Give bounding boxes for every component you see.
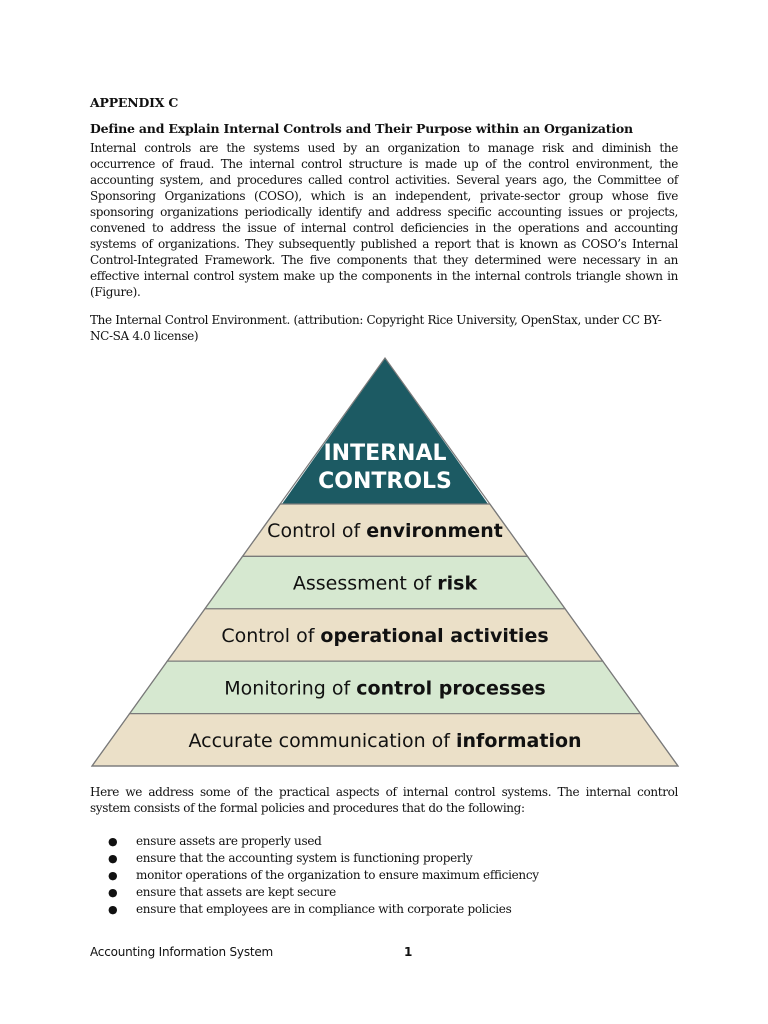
footer-title: Accounting Information System <box>90 945 274 959</box>
section-title: Define and Explain Internal Controls and Their Purpose within an Organization <box>90 121 633 136</box>
list-item: ● monitor operations of the organization to ensure maximum efficiency <box>108 868 539 882</box>
bullet-icon: ● <box>108 869 118 882</box>
appendix-label: APPENDIX C <box>90 95 179 110</box>
pyramid-tier-label: Control of operational activities <box>221 625 549 647</box>
bullet-icon: ● <box>108 852 118 865</box>
pyramid-tier-label: Accurate communication of information <box>188 729 582 752</box>
bullet-icon: ● <box>108 903 118 916</box>
internal-controls-pyramid <box>88 356 682 770</box>
pyramid-tier-label: Control of environment <box>267 520 503 543</box>
after-figure-paragraph: Here we address some of the practical aspects of internal control systems. The internal control system consists of the formal policies and procedures that do the following: <box>90 785 678 815</box>
pyramid-tier-label: Assessment of risk <box>292 572 478 595</box>
purpose-list <box>108 833 539 918</box>
pyramid-tier-label: Monitoring of control processes <box>224 677 546 700</box>
figure-caption: The Internal Control Environment. (attribution: Copyright Rice University, OpenStax, under CC BY-NC-SA 4.0 license) <box>90 313 662 343</box>
list-item: ● ensure that employees are in compliance with corporate policies <box>108 902 512 916</box>
intro-paragraph: Internal controls are the systems used by an organization to manage risk and diminish the occurrence of fraud. The internal control structure is made up of the control environment, the accounting system, and procedures called control activities. Several years ago, the Committee of Sponsoring Organizations (COSO), which is an independent, private-sector group whose five sponsoring organizations periodically identify and address specific accounting issues or projects, convened to address the issue of internal control deficiencies in the operations and accounting systems of organizations. They subsequently published a report that is known as COSO’s Internal Control-Integrated Framework. The five components that they determined were necessary in an effective internal control system make up the components in the internal controls triangle shown in (Figure). <box>90 141 678 299</box>
list-item: ● ensure that assets are kept secure <box>108 885 336 899</box>
list-item: ● ensure assets are properly used <box>108 834 322 848</box>
bullet-icon: ● <box>108 835 118 848</box>
pyramid-apex-line2: CONTROLS <box>318 469 452 494</box>
bullet-icon: ● <box>108 886 118 899</box>
footer-page-number: 1 <box>404 945 413 959</box>
list-item: ● ensure that the accounting system is functioning properly <box>108 851 473 865</box>
pyramid-apex-line1: INTERNAL <box>323 441 447 466</box>
